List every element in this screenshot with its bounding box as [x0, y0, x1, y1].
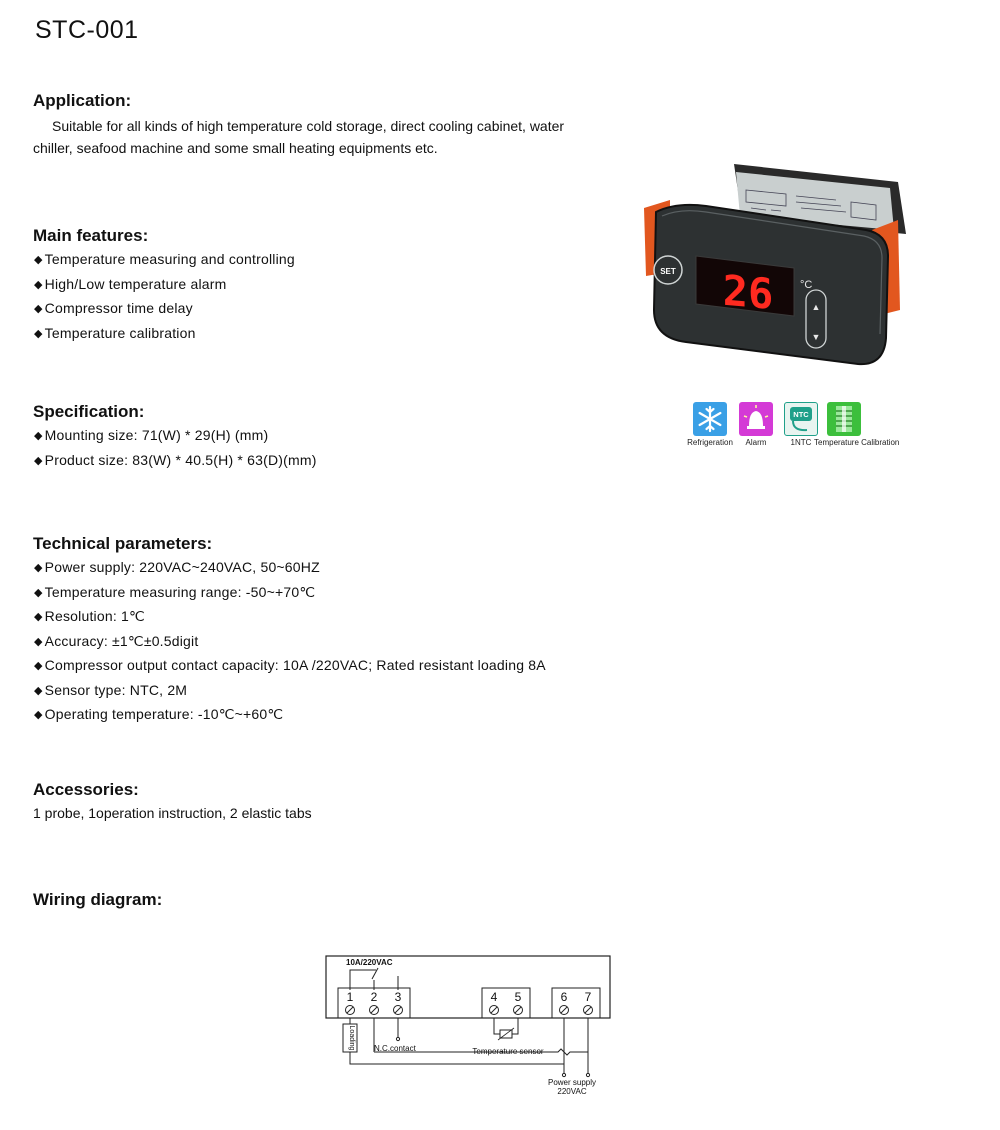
loading-label: Loading [348, 1025, 355, 1051]
application-line-2: chiller, seafood machine and some small heating equipments etc. [33, 140, 438, 156]
ntc-badge-label: NTC [793, 410, 809, 419]
display-value: 26 [722, 265, 774, 319]
icon-label-refrigeration: Refrigeration [687, 438, 733, 447]
power-supply-label: Power supply [547, 1078, 597, 1087]
tech-item: ◆ Sensor type: NTC, 2M [34, 679, 546, 704]
temperature-sensor-label: Temperature sensor [472, 1047, 544, 1056]
terminal-5: 5 [514, 990, 522, 1004]
tech-item: ◆ Power supply: 220VAC~240VAC, 50~60HZ [34, 556, 546, 581]
set-button-label: SET [660, 267, 676, 276]
application-line-1: Suitable for all kinds of high temperature cold storage, direct cooling cabinet, water [52, 118, 565, 134]
feature-icons [678, 402, 900, 462]
technical-list [34, 556, 546, 728]
accessories-text: 1 probe, 1operation instruction, 2 elastic tabs [33, 805, 312, 821]
nc-contact-label: N.C.contact [374, 1044, 416, 1053]
alarm-bell-icon [739, 402, 773, 436]
calibration-icon [827, 402, 861, 436]
wiring-diagram [318, 950, 618, 1100]
features-heading: Main features: [33, 226, 149, 245]
display-unit: °C [800, 279, 813, 291]
terminal-3: 3 [394, 990, 402, 1004]
product-image [636, 160, 916, 375]
feature-item: ◆ High/Low temperature alarm [34, 273, 295, 298]
ntc-probe-icon [784, 402, 818, 436]
tech-item: ◆ Accuracy: ±1℃±0.5digit [34, 630, 546, 655]
features-list [34, 248, 295, 346]
tech-item: ◆ Resolution: 1℃ [34, 605, 546, 630]
feature-item: ◆ Temperature calibration [34, 322, 295, 347]
icon-label-calibration: Temperature Calibration [814, 438, 900, 447]
snowflake-icon [693, 402, 727, 436]
tech-item: ◆ Operating temperature: -10℃~+60℃ [34, 703, 546, 728]
down-arrow-icon: ▼ [811, 332, 821, 342]
terminal-4: 4 [490, 990, 498, 1004]
spec-item: ◆ Product size: 83(W) * 40.5(H) * 63(D)(mm) [34, 449, 317, 474]
technical-heading: Technical parameters: [33, 534, 213, 553]
accessories-heading: Accessories: [33, 780, 139, 799]
terminal-2: 2 [370, 990, 378, 1004]
feature-item: ◆ Temperature measuring and controlling [34, 248, 295, 273]
specification-heading: Specification: [33, 402, 145, 421]
relay-label: 10A/220VAC [346, 958, 393, 967]
terminal-1: 1 [346, 990, 354, 1004]
wiring-heading: Wiring diagram: [33, 890, 163, 909]
application-text [33, 115, 633, 159]
feature-item: ◆ Compressor time delay [34, 297, 295, 322]
up-arrow-icon: ▲ [811, 302, 821, 312]
page-title: STC-001 [35, 16, 139, 44]
tech-item: ◆ Temperature measuring range: -50~+70℃ [34, 581, 546, 606]
tech-item: ◆ Compressor output contact capacity: 10A /220VAC; Rated resistant loading 8A [34, 654, 546, 679]
terminal-7: 7 [584, 990, 592, 1004]
icon-label-ntc: 1NTC [790, 438, 812, 447]
icon-label-alarm: Alarm [745, 438, 767, 447]
terminal-6: 6 [560, 990, 568, 1004]
power-voltage-label: 220VAC [557, 1087, 587, 1096]
application-heading: Application: [33, 91, 132, 110]
spec-item: ◆ Mounting size: 71(W) * 29(H) (mm) [34, 424, 317, 449]
specification-list [34, 424, 317, 473]
